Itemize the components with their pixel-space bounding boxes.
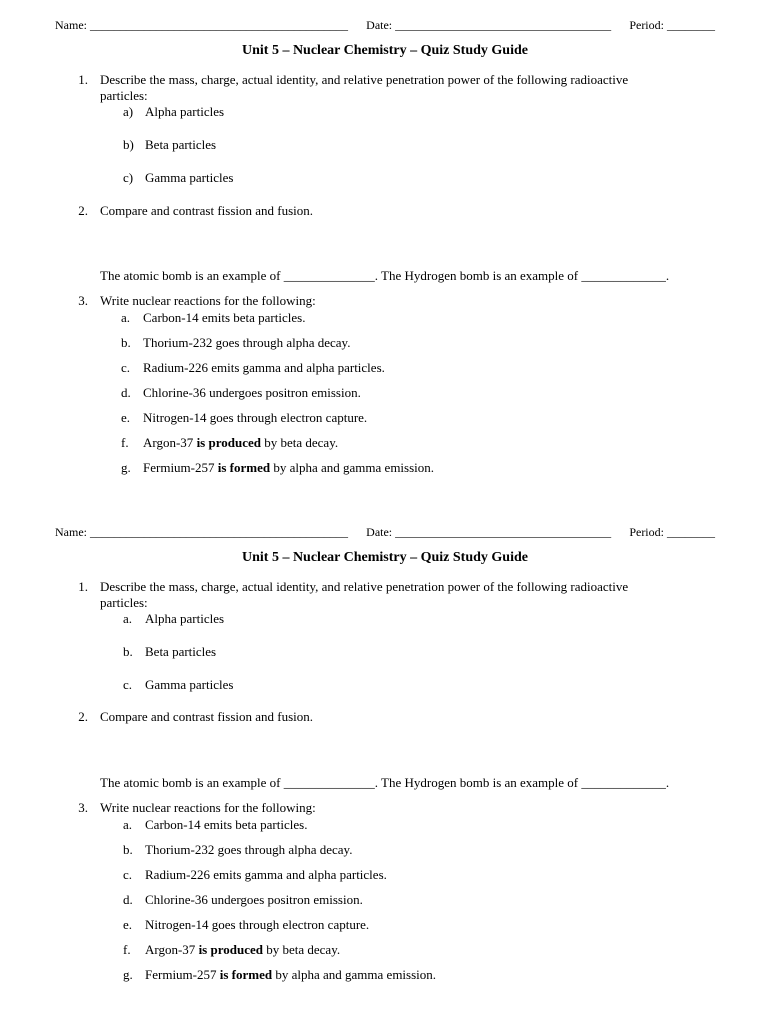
- study-guide-top: [0, 0, 770, 490]
- list-marker: a): [123, 104, 134, 119]
- list-marker: b): [123, 137, 134, 152]
- list-item: Beta particles: [145, 137, 217, 152]
- list-item: Carbon-14 emits beta particles.: [143, 310, 306, 325]
- list-marker: c.: [123, 677, 133, 692]
- list-marker: e.: [123, 917, 133, 932]
- list-item: Thorium-232 goes through alpha decay.: [143, 335, 351, 350]
- list-marker: c.: [123, 867, 133, 882]
- question-number: 3.: [78, 800, 88, 815]
- header-row: [55, 18, 715, 34]
- question-text: particles:: [100, 88, 148, 103]
- list-marker: a.: [123, 817, 133, 832]
- list-marker: b.: [123, 644, 133, 659]
- list-item: Argon-37 is produced by beta decay.: [143, 435, 339, 450]
- list-item: Nitrogen-14 goes through electron capture.: [145, 917, 370, 932]
- list-marker: b.: [123, 842, 133, 857]
- bomb-sentence: The atomic bomb is an example of ______________. The Hydrogen bomb is an example of _____________.: [100, 268, 670, 283]
- list-item: Chlorine-36 undergoes positron emission.: [145, 892, 363, 907]
- list-item: Fermium-257 is formed by alpha and gamma emission.: [145, 967, 437, 982]
- question-number: 1.: [78, 579, 88, 594]
- list-marker: a.: [121, 310, 131, 325]
- list-item: Radium-226 emits gamma and alpha particles.: [143, 360, 385, 375]
- list-item: Gamma particles: [145, 170, 234, 185]
- list-marker: g.: [121, 460, 131, 475]
- study-guide-bottom: [0, 507, 770, 997]
- list-marker: d.: [121, 385, 131, 400]
- question-text: Write nuclear reactions for the following:: [100, 800, 316, 815]
- header-row: [55, 525, 715, 541]
- question-text: Compare and contrast fission and fusion.: [100, 203, 314, 218]
- list-item: Chlorine-36 undergoes positron emission.: [143, 385, 361, 400]
- list-item: Carbon-14 emits beta particles.: [145, 817, 308, 832]
- question-text: particles:: [100, 595, 148, 610]
- list-item: Alpha particles: [145, 611, 225, 626]
- list-item: Argon-37 is produced by beta decay.: [145, 942, 341, 957]
- list-item: Gamma particles: [145, 677, 234, 692]
- question-number: 2.: [78, 203, 88, 218]
- name-field-label: Name: ___________________________________________: [55, 18, 348, 32]
- list-marker: b.: [121, 335, 131, 350]
- period-field-label: Period: ________: [629, 18, 715, 32]
- list-item: Radium-226 emits gamma and alpha particles.: [145, 867, 387, 882]
- date-field-label: Date: ____________________________________: [366, 525, 612, 539]
- list-marker: c): [123, 170, 134, 185]
- question-text: Describe the mass, charge, actual identity, and relative penetration power of the following radioactive: [100, 72, 629, 87]
- list-item: Alpha particles: [145, 104, 225, 119]
- list-marker: f.: [123, 942, 131, 957]
- question-text: Write nuclear reactions for the following:: [100, 293, 316, 308]
- list-marker: e.: [121, 410, 131, 425]
- period-field-label: Period: ________: [629, 525, 715, 539]
- list-marker: a.: [123, 611, 133, 626]
- question-text: Describe the mass, charge, actual identity, and relative penetration power of the following radioactive: [100, 579, 629, 594]
- question-text: Compare and contrast fission and fusion.: [100, 709, 314, 724]
- page-title: Unit 5 – Nuclear Chemistry – Quiz Study Guide: [242, 550, 528, 565]
- list-item: Fermium-257 is formed by alpha and gamma emission.: [143, 460, 435, 475]
- date-field-label: Date: ____________________________________: [366, 18, 612, 32]
- question-number: 1.: [78, 72, 88, 87]
- name-field-label: Name: ___________________________________________: [55, 525, 348, 539]
- list-marker: g.: [123, 967, 133, 982]
- question-number: 2.: [78, 709, 88, 724]
- list-item: Beta particles: [145, 644, 217, 659]
- list-marker: c.: [121, 360, 131, 375]
- list-marker: f.: [121, 435, 129, 450]
- bomb-sentence: The atomic bomb is an example of ______________. The Hydrogen bomb is an example of _____________.: [100, 775, 670, 790]
- question-number: 3.: [78, 293, 88, 308]
- list-item: Thorium-232 goes through alpha decay.: [145, 842, 353, 857]
- list-item: Nitrogen-14 goes through electron capture.: [143, 410, 368, 425]
- page-title: Unit 5 – Nuclear Chemistry – Quiz Study Guide: [242, 43, 528, 58]
- list-marker: d.: [123, 892, 133, 907]
